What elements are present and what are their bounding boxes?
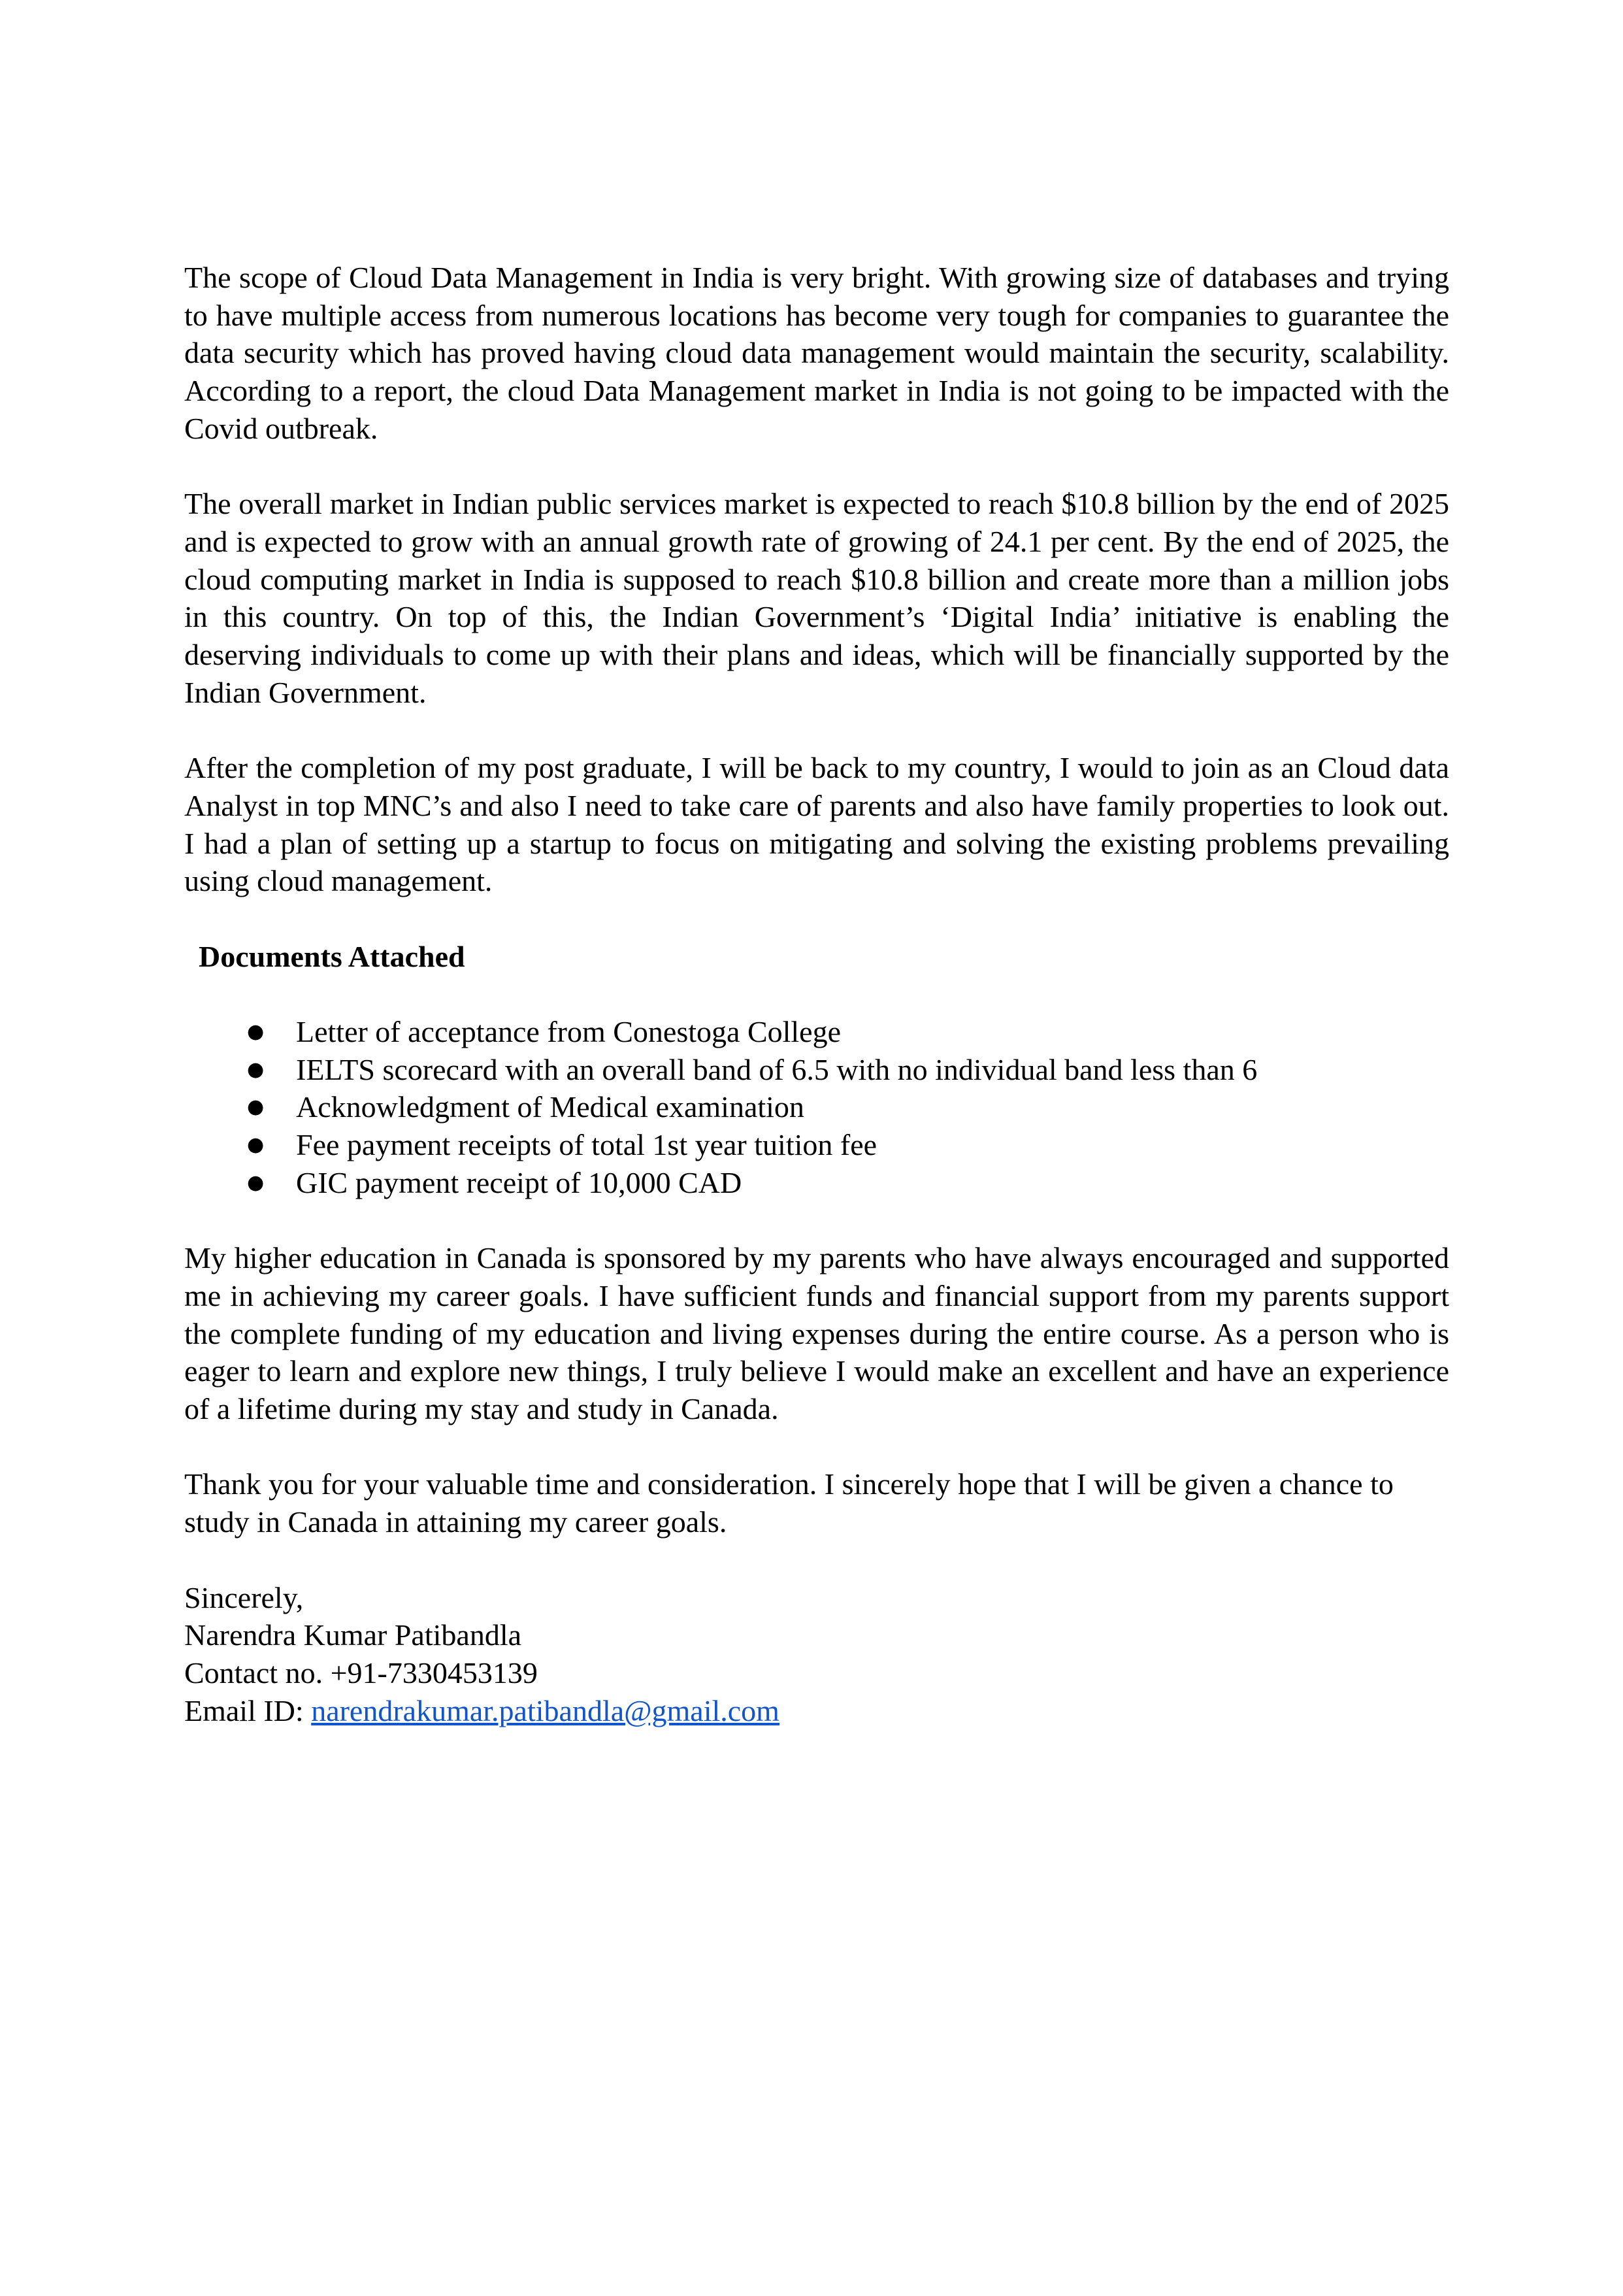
paragraph-spacer <box>184 711 1449 749</box>
bullet-icon: ● <box>247 1057 265 1081</box>
paragraph-spacer <box>184 1541 1449 1579</box>
email-link[interactable]: narendrakumar.patibandla@gmail.com <box>311 1693 779 1727</box>
list-item <box>184 1126 1449 1164</box>
list-item-text: Acknowledgment of Medical examination <box>296 1090 804 1124</box>
paragraph-market-outlook: The overall market in Indian public services market is expected to reach $10.8 billion by the end of 2025 and is expected to grow with an annual growth rate of growing of 24.1 per cent. By the end of 2025, the cloud computing market in India is supposed to reach $10.8 billion and create more than a million jobs in this country. On top of this, the Indian Government’s ‘Digital India’ initiative is enabling the deserving individuals to come up with their plans and ideas, which will be financially supported by the Indian Government. <box>184 487 1449 709</box>
closing-line: Sincerely, <box>184 1580 304 1614</box>
email-line <box>184 1692 1449 1730</box>
list-item-text: Letter of acceptance from Conestoga College <box>296 1015 842 1048</box>
paragraph-funding: My higher education in Canada is sponsored by my parents who have always encouraged and supported me in achieving my career goals. I have sufficient funds and financial support from my parents support the complete funding of my education and living expenses during the entire course. As a person who is eager to learn and explore new things, I truly believe I would make an excellent and have an experience of a lifetime during my stay and study in Canada. <box>184 1241 1449 1426</box>
bullet-icon: ● <box>247 1095 265 1119</box>
paragraph-spacer <box>184 448 1449 486</box>
list-item-text: GIC payment receipt of 10,000 CAD <box>296 1165 742 1199</box>
list-item <box>184 1088 1449 1126</box>
paragraph-spacer <box>184 1202 1449 1240</box>
list-item-text: Fee payment receipts of total 1st year tuition fee <box>296 1128 877 1162</box>
paragraph-career-plans: After the completion of my post graduate, I will be back to my country, I would to join as an Cloud data Analyst in top MNC’s and also I need to take care of parents and also have family properties to look out. I had a plan of setting up a startup to focus on mitigating and solving the existing problems prevailing using cloud management. <box>184 751 1449 898</box>
list-item <box>184 1013 1449 1051</box>
signature-block <box>184 1579 1449 1730</box>
list-item <box>184 1051 1449 1089</box>
paragraph-spacer <box>184 1428 1449 1466</box>
contact-number: Contact no. +91-7330453139 <box>184 1655 538 1689</box>
bullet-icon: ● <box>247 1171 265 1194</box>
list-item-text: IELTS scorecard with an overall band of 6.5 with no individual band less than 6 <box>296 1052 1258 1086</box>
paragraph-spacer <box>184 975 1449 1013</box>
paragraph-spacer <box>184 900 1449 938</box>
signer-name: Narendra Kumar Patibandla <box>184 1618 522 1652</box>
documents-heading: Documents Attached <box>199 939 465 973</box>
bullet-icon: ● <box>247 1020 265 1043</box>
bullet-icon: ● <box>247 1133 265 1157</box>
letter-body <box>184 259 1449 1729</box>
paragraph-cloud-scope: The scope of Cloud Data Management in India is very bright. With growing size of databases and trying to have multiple access from numerous locations has become very tough for companies to guarantee the data security which has proved having cloud data management would maintain the security, scalability. According to a report, the cloud Data Management market in India is not going to be impacted with the Covid outbreak. <box>184 261 1449 445</box>
documents-list <box>184 1013 1449 1202</box>
email-label: Email ID: <box>184 1693 312 1727</box>
list-item <box>184 1164 1449 1202</box>
paragraph-thanks: Thank you for your valuable time and consideration. I sincerely hope that I will be given a chance to study in Canada in attaining my career goals. <box>184 1467 1394 1539</box>
